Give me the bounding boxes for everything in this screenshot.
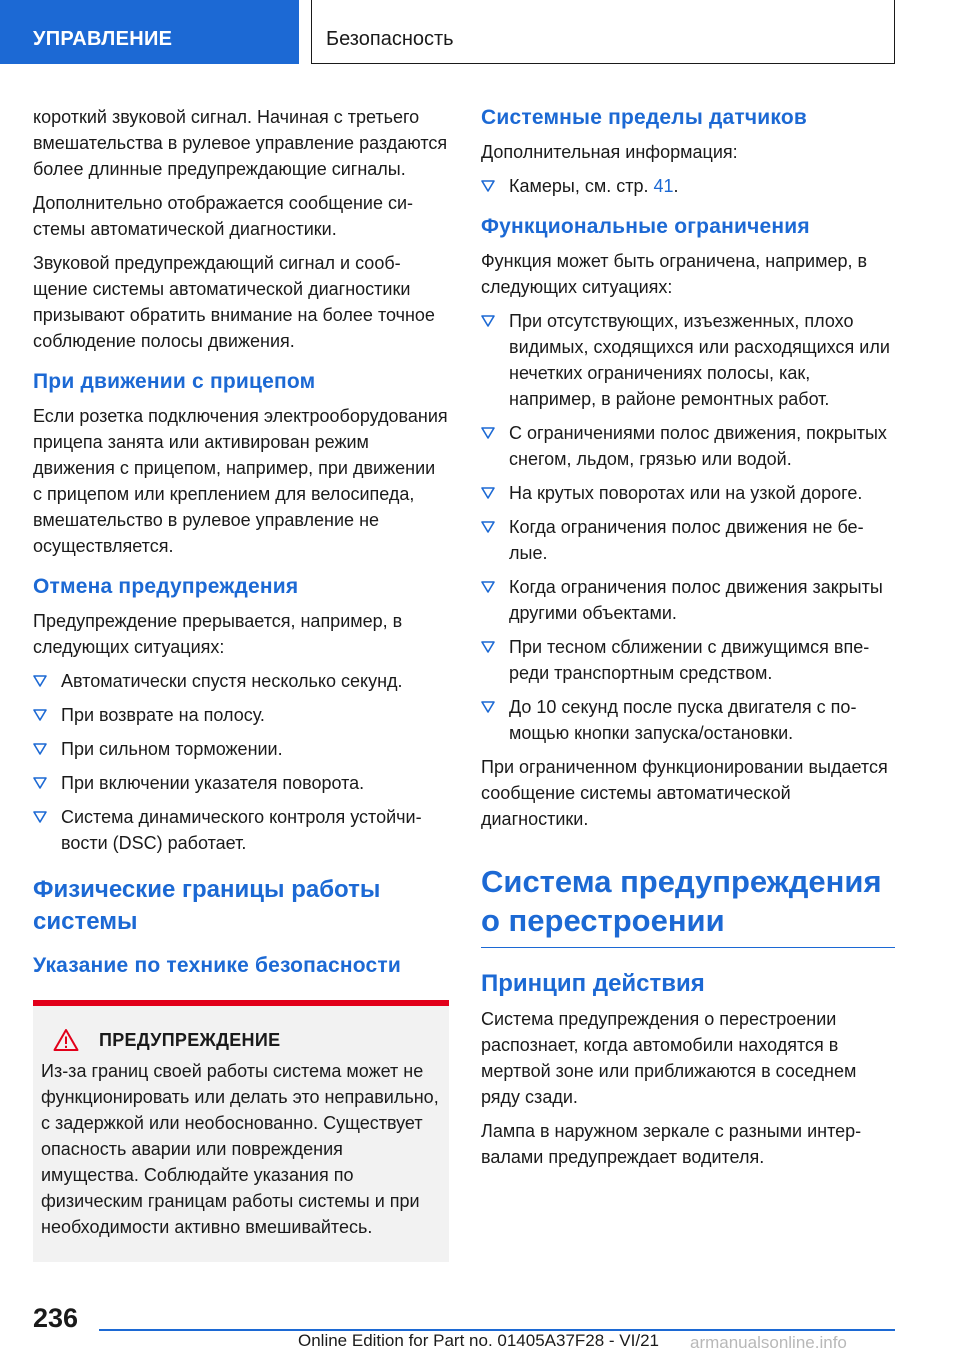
right-column [481, 104, 895, 1178]
paragraph: Система предупреждения о перестроении распознает, когда автомобили находятся в мертвой зоне или приближаются в соседнем ряду сзади. [481, 1009, 857, 1107]
list-item-text: При тесном сближении с движущимся впереди транспортным средством. [509, 637, 870, 683]
triangle-bullet-icon [33, 709, 47, 721]
sensor-limits-heading: Системные пределы датчиков [481, 106, 807, 129]
paragraph: Предупреждение прерывается, например, в следующих ситуациях: [33, 611, 403, 657]
warning-label: ПРЕДУПРЕЖДЕНИЕ [99, 1029, 281, 1050]
list-item-text: С ограничениями полос движения, покрытых снегом, льдом, грязью или водой. [509, 423, 887, 469]
paragraph: короткий звуковой сигнал. Начиная с третьего вмешательства в рулевое управление раздаются более длинные предупреждающие сигналы. [33, 107, 448, 179]
list-item-text: При отсутствующих, изъезженных, плохо видимых, сходящихся или расходящихся или нечетких ограничениях полосы, как, например, в районе ремонтных работ. [509, 311, 890, 409]
page-section-title: Безопасность [311, 0, 895, 64]
paragraph: Лампа в наружном зеркале с разными интервалами предупреждает водителя. [481, 1121, 862, 1167]
paragraph: Дополнительная информация: [481, 142, 738, 162]
safety-heading: Указание по технике безопасности [33, 954, 401, 977]
list-item-end: . [673, 176, 679, 196]
warning-header [41, 1028, 439, 1052]
cancel-heading: Отмена предупреждения [33, 575, 299, 598]
physical-limits-heading: Физические границы работы системы [33, 876, 381, 935]
lane-change-warning-heading: Система предупреждения о перестроении [481, 862, 895, 948]
list-item [481, 173, 895, 199]
triangle-bullet-icon [33, 743, 47, 755]
list-item [481, 514, 895, 566]
triangle-bullet-icon [481, 701, 495, 713]
list-item [33, 804, 449, 856]
triangle-bullet-icon [481, 315, 495, 327]
page-reference-link[interactable]: 41 [653, 176, 674, 196]
paragraph: Дополнительно отображается сообщение системы автоматической диагностики. [33, 193, 414, 239]
warning-triangle-icon [53, 1028, 79, 1052]
list-item [481, 574, 895, 626]
list-item [33, 702, 449, 728]
functional-limits-heading: Функциональные ограничения [481, 215, 810, 238]
sensor-list [481, 173, 895, 199]
page-number: 236 [33, 1303, 79, 1333]
principle-heading: Принцип действия [481, 970, 705, 997]
list-item-text: Когда ограничения полос движения не белые. [509, 517, 864, 563]
list-item-text: На крутых поворотах или на узкой дороге. [509, 483, 863, 503]
list-item-text: Автоматически спустя несколько секунд. [61, 671, 403, 691]
paragraph: При ограниченном функционировании выдается сообщение системы автоматической диагностики. [481, 757, 888, 829]
list-item [481, 420, 895, 472]
list-item [33, 770, 449, 796]
paragraph: Если розетка подключения электрооборудования прицепа занята или активирован режим движения с прицепом, например, при движении с прицепом или креплением для велосипеда, вмешательство в рулевое управление не осуществляется. [33, 406, 448, 556]
list-item-text: При включении указателя поворота. [61, 773, 365, 793]
warning-box [33, 1006, 449, 1262]
triangle-bullet-icon [481, 641, 495, 653]
triangle-bullet-icon [33, 777, 47, 789]
list-item [33, 668, 449, 694]
triangle-bullet-icon [481, 487, 495, 499]
warning-text: Из-за границ своей работы система может не функционировать или делать это неправильно, с задержкой или необоснованно. Существует опасность аварии или повреждения имущества. Соблюдайте указания по физическим границам работы системы и при необходимости активно вмешивайтесь. [41, 1061, 439, 1237]
list-item-text: При сильном торможении. [61, 739, 283, 759]
paragraph: Функция может быть ограничена, например, в следующих ситуациях: [481, 251, 868, 297]
triangle-bullet-icon [481, 180, 495, 192]
trailer-heading: При движении с прицепом [33, 370, 316, 393]
edition-note: Online Edition for Part no. 01405A37F28 - VI/21 [298, 1331, 660, 1350]
paragraph: Звуковой предупреждающий сигнал и сообщение системы автоматической диагностики призывают обратить внимание на более точное соблюдение полосы движения. [33, 253, 435, 351]
triangle-bullet-icon [33, 675, 47, 687]
list-item-text: Система динамического контроля устойчивости (DSC) работает. [61, 807, 422, 853]
list-item [481, 634, 895, 686]
triangle-bullet-icon [481, 581, 495, 593]
left-column [33, 104, 449, 1262]
list-item [33, 736, 449, 762]
triangle-bullet-icon [481, 427, 495, 439]
list-item [481, 694, 895, 746]
cancel-list [33, 668, 449, 856]
list-item [481, 480, 895, 506]
list-item-text: Камеры, см. стр. [509, 176, 654, 196]
functional-list [481, 308, 895, 746]
triangle-bullet-icon [33, 811, 47, 823]
section-tab: УПРАВЛЕНИЕ [0, 0, 299, 64]
list-item-text: Когда ограничения полос движения закрыты другими объектами. [509, 577, 883, 623]
triangle-bullet-icon [481, 521, 495, 533]
watermark: armanualsonline.info [690, 1333, 847, 1352]
list-item [481, 308, 895, 412]
list-item-text: До 10 секунд после пуска двигателя с помощью кнопки запуска/остановки. [509, 697, 857, 743]
list-item-text: При возврате на полосу. [61, 705, 265, 725]
